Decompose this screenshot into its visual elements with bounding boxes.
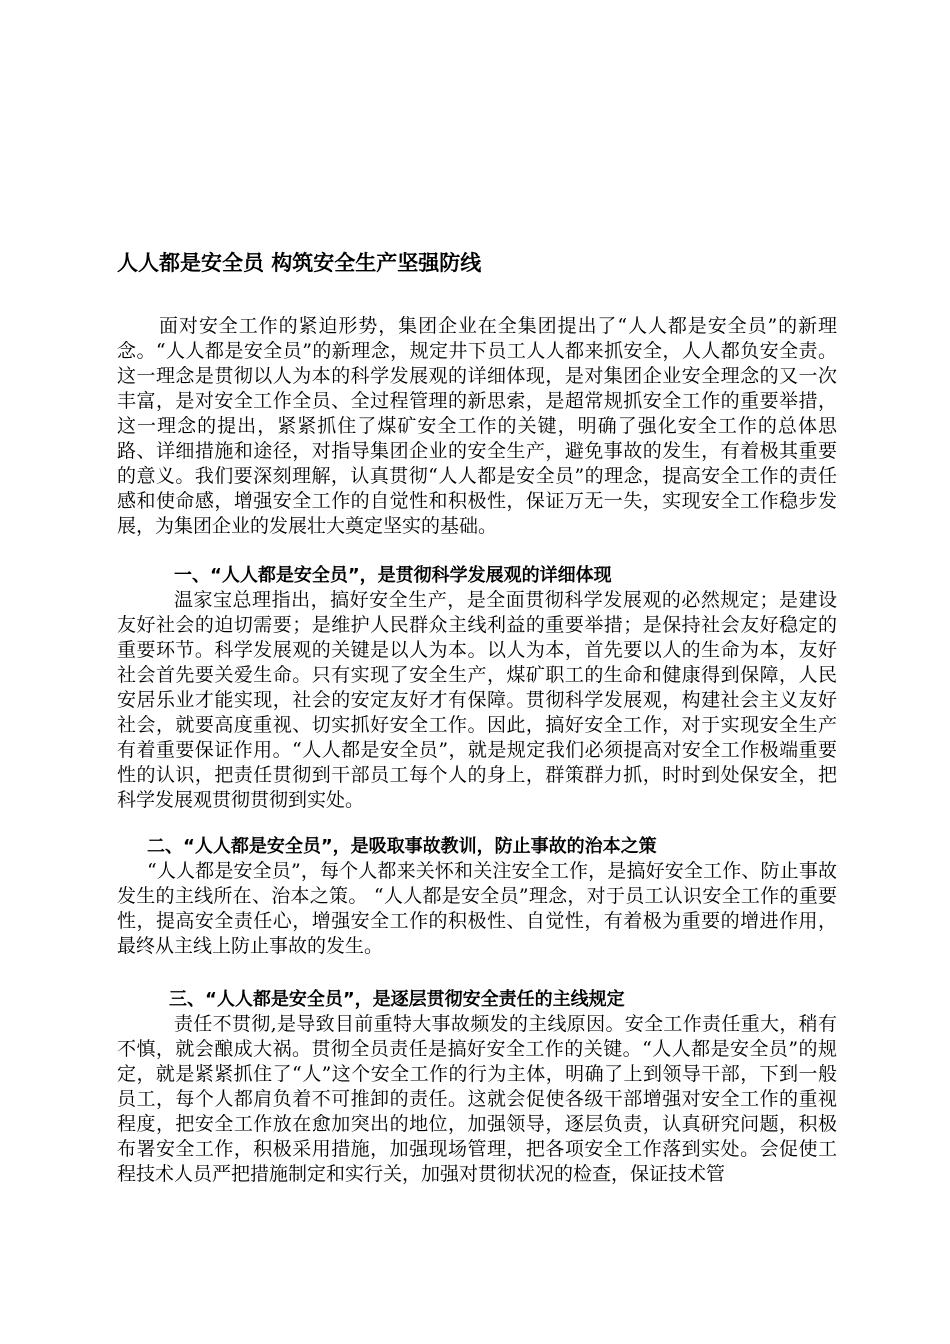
- section-3-heading: 三、“人人都是安全员”，是逐层贯彻安全责任的主线规定: [169, 989, 625, 1010]
- section-1-heading: 一、“人人都是安全员”，是贯彻科学发展观的详细体现: [174, 565, 612, 586]
- document-title: 人人都是安全员 构筑安全生产坚强防线: [117, 251, 482, 275]
- intro-paragraph: 面对安全工作的紧迫形势，集团企业在全集团提出了“人人都是安全员”的新理念。“人人都是安全员”的新理念，规定井下员工人人都来抓安全，人人都负安全责。这一理念是贯彻以人为本的科学发展观的详细体现，是对集团企业安全理念的又一次丰富，是对安全工作全员、全过程管理的新思索，是超常规抓安全工作的重要举措，这一理念的提出，紧紧抓住了煤矿安全工作的关键，明确了强化安全工作的总体思路、详细措施和途径，对指导集团企业的安全生产，避免事故的发生，有着极其重要的意义。我们要深刻理解，认真贯彻“人人都是安全员”的理念，提高安全工作的责任感和使命感，增强安全工作的自觉性和积极性，保证万无一失，实现安全工作稳步发展，为集团企业的发展壮大奠定坚实的基础。: [117, 315, 837, 537]
- section-2-paragraph: “人人都是安全员”，每个人都来关怀和关注安全工作，是搞好安全工作、防止事故发生的主线所在、治本之策。 “人人都是安全员”理念，对于员工认识安全工作的重要性，提高安全责任心，增强安全工作的积极性、自觉性，有着极为重要的增进作用，最终从主线上防止事故的发生。: [117, 860, 837, 957]
- section-1-paragraph: 温家宝总理指出，搞好安全生产，是全面贯彻科学发展观的必然规定；是建设友好社会的迫切需要；是维护人民群众主线利益的重要举措；是保持社会友好稳定的重要环节。科学发展观的关键是以人为本。以人为本，首先要以人的生命为本，友好社会首先要关爱生命。只有实现了安全生产，煤矿职工的生命和健康得到保障，人民安居乐业才能实现，社会的安定友好才有保障。贯彻科学发展观，构建社会主义友好社会，就要高度重视、切实抓好安全工作。因此，搞好安全工作，对于实现安全生产有着重要保证作用。“人人都是安全员”，就是规定我们必须提高对安全工作极端重要性的认识，把责任贯彻到干部员工每个人的身上，群策群力抓，时时到处保安全，把科学发展观贯彻贯彻到实处。: [117, 589, 837, 811]
- section-3-paragraph: 责任不贯彻,是导致目前重特大事故频发的主线原因。安全工作责任重大，稍有不慎，就会酿成大祸。贯彻全员责任是搞好安全工作的关键。“人人都是安全员”的规定，就是紧紧抓住了“人”这个安全工作的行为主体，明确了上到领导干部，下到一般员工，每个人都肩负着不可推卸的责任。这就会促使各级干部增强对安全工作的重视程度，把安全工作放在愈加突出的地位，加强领导，逐层负责，认真研究问题，积极布署安全工作，积极采用措施，加强现场管理，把各项安全工作落到实处。会促使工程技术人员严把措施制定和实行关，加强对贯彻状况的检查，保证技术管: [117, 1013, 837, 1185]
- section-2-heading: 二、“人人都是安全员”，是吸取事故教训，防止事故的治本之策: [147, 836, 657, 857]
